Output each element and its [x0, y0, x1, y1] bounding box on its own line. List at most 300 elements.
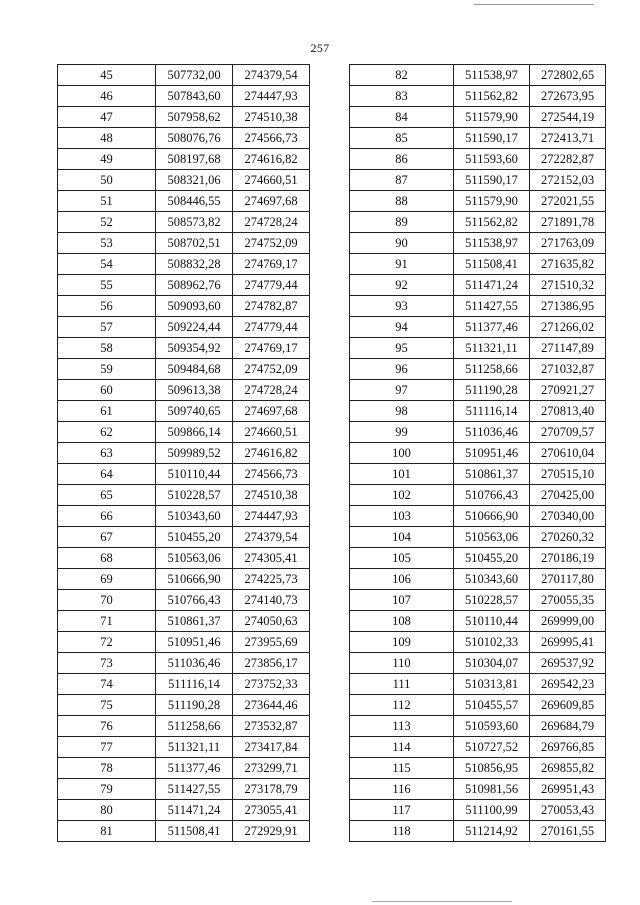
point-number-cell: 53 [58, 233, 156, 254]
point-number-cell: 70 [58, 590, 156, 611]
coordinates-table-left-body [58, 65, 310, 842]
point-number-cell: 50 [58, 170, 156, 191]
table-row [350, 674, 606, 695]
point-number-cell: 75 [58, 695, 156, 716]
y-coordinate-cell: 273055,41 [233, 800, 310, 821]
point-number-cell: 63 [58, 443, 156, 464]
x-coordinate-cell: 511593,60 [454, 149, 530, 170]
top-edge-rule [474, 4, 594, 5]
x-coordinate-cell: 511538,97 [454, 65, 530, 86]
x-coordinate-cell: 511116,14 [454, 401, 530, 422]
point-number-cell: 94 [350, 317, 454, 338]
point-number-cell: 91 [350, 254, 454, 275]
point-number-cell: 115 [350, 758, 454, 779]
y-coordinate-cell: 269684,79 [530, 716, 606, 737]
y-coordinate-cell: 274728,24 [233, 380, 310, 401]
x-coordinate-cell: 509989,52 [156, 443, 233, 464]
point-number-cell: 116 [350, 779, 454, 800]
x-coordinate-cell: 510766,43 [156, 590, 233, 611]
table-row [350, 275, 606, 296]
point-number-cell: 111 [350, 674, 454, 695]
table-row [58, 653, 310, 674]
y-coordinate-cell: 269537,92 [530, 653, 606, 674]
point-number-cell: 99 [350, 422, 454, 443]
y-coordinate-cell: 274566,73 [233, 464, 310, 485]
y-coordinate-cell: 273644,46 [233, 695, 310, 716]
table-row [58, 170, 310, 191]
point-number-cell: 62 [58, 422, 156, 443]
x-coordinate-cell: 511471,24 [454, 275, 530, 296]
y-coordinate-cell: 274050,63 [233, 611, 310, 632]
table-row [58, 149, 310, 170]
y-coordinate-cell: 272152,03 [530, 170, 606, 191]
table-row [58, 527, 310, 548]
y-coordinate-cell: 273532,87 [233, 716, 310, 737]
x-coordinate-cell: 511377,46 [156, 758, 233, 779]
table-row [350, 107, 606, 128]
y-coordinate-cell: 271266,02 [530, 317, 606, 338]
table-row [350, 800, 606, 821]
y-coordinate-cell: 274305,41 [233, 548, 310, 569]
table-row [58, 611, 310, 632]
y-coordinate-cell: 274779,44 [233, 275, 310, 296]
x-coordinate-cell: 510343,60 [156, 506, 233, 527]
x-coordinate-cell: 511508,41 [454, 254, 530, 275]
x-coordinate-cell: 510856,95 [454, 758, 530, 779]
x-coordinate-cell: 511100,99 [454, 800, 530, 821]
y-coordinate-cell: 270055,35 [530, 590, 606, 611]
y-coordinate-cell: 271386,95 [530, 296, 606, 317]
x-coordinate-cell: 510666,90 [454, 506, 530, 527]
table-row [58, 674, 310, 695]
table-row [350, 695, 606, 716]
y-coordinate-cell: 274616,82 [233, 149, 310, 170]
table-row [350, 254, 606, 275]
y-coordinate-cell: 270921,27 [530, 380, 606, 401]
table-row [58, 464, 310, 485]
point-number-cell: 57 [58, 317, 156, 338]
point-number-cell: 66 [58, 506, 156, 527]
x-coordinate-cell: 511538,97 [454, 233, 530, 254]
table-row [350, 317, 606, 338]
table-row [350, 212, 606, 233]
x-coordinate-cell: 510563,06 [454, 527, 530, 548]
table-row [58, 233, 310, 254]
y-coordinate-cell: 274779,44 [233, 317, 310, 338]
table-row [58, 254, 310, 275]
y-coordinate-cell: 274697,68 [233, 401, 310, 422]
table-row [350, 632, 606, 653]
x-coordinate-cell: 510951,46 [156, 632, 233, 653]
y-coordinate-cell: 270161,55 [530, 821, 606, 842]
table-row [350, 233, 606, 254]
y-coordinate-cell: 274660,51 [233, 422, 310, 443]
x-coordinate-cell: 509354,92 [156, 338, 233, 359]
point-number-cell: 47 [58, 107, 156, 128]
y-coordinate-cell: 274510,38 [233, 107, 310, 128]
table-row [350, 527, 606, 548]
point-number-cell: 86 [350, 149, 454, 170]
x-coordinate-cell: 510951,46 [454, 443, 530, 464]
point-number-cell: 85 [350, 128, 454, 149]
table-row [58, 800, 310, 821]
point-number-cell: 112 [350, 695, 454, 716]
x-coordinate-cell: 509093,60 [156, 296, 233, 317]
y-coordinate-cell: 274752,09 [233, 359, 310, 380]
table-row [350, 422, 606, 443]
y-coordinate-cell: 270610,04 [530, 443, 606, 464]
table-row [350, 401, 606, 422]
x-coordinate-cell: 510455,57 [454, 695, 530, 716]
x-coordinate-cell: 511190,28 [156, 695, 233, 716]
table-row [58, 569, 310, 590]
point-number-cell: 89 [350, 212, 454, 233]
y-coordinate-cell: 270709,57 [530, 422, 606, 443]
y-coordinate-cell: 269855,82 [530, 758, 606, 779]
y-coordinate-cell: 271635,82 [530, 254, 606, 275]
table-row [58, 65, 310, 86]
point-number-cell: 71 [58, 611, 156, 632]
y-coordinate-cell: 270186,19 [530, 548, 606, 569]
page-number: 257 [310, 41, 330, 55]
x-coordinate-cell: 510313,81 [454, 674, 530, 695]
point-number-cell: 109 [350, 632, 454, 653]
point-number-cell: 106 [350, 569, 454, 590]
x-coordinate-cell: 510102,33 [454, 632, 530, 653]
table-row [350, 359, 606, 380]
x-coordinate-cell: 510455,20 [454, 548, 530, 569]
point-number-cell: 114 [350, 737, 454, 758]
point-number-cell: 102 [350, 485, 454, 506]
point-number-cell: 60 [58, 380, 156, 401]
x-coordinate-cell: 510766,43 [454, 485, 530, 506]
point-number-cell: 104 [350, 527, 454, 548]
table-row [58, 779, 310, 800]
point-number-cell: 95 [350, 338, 454, 359]
point-number-cell: 92 [350, 275, 454, 296]
x-coordinate-cell: 511258,66 [454, 359, 530, 380]
point-number-cell: 45 [58, 65, 156, 86]
y-coordinate-cell: 274566,73 [233, 128, 310, 149]
point-number-cell: 77 [58, 737, 156, 758]
y-coordinate-cell: 274379,54 [233, 527, 310, 548]
table-row [58, 359, 310, 380]
y-coordinate-cell: 270260,32 [530, 527, 606, 548]
y-coordinate-cell: 272802,65 [530, 65, 606, 86]
x-coordinate-cell: 511590,17 [454, 128, 530, 149]
y-coordinate-cell: 274225,73 [233, 569, 310, 590]
table-row [58, 422, 310, 443]
table-row [350, 779, 606, 800]
y-coordinate-cell: 274616,82 [233, 443, 310, 464]
y-coordinate-cell: 269995,41 [530, 632, 606, 653]
table-row [350, 65, 606, 86]
bottom-edge-rule [372, 901, 512, 902]
x-coordinate-cell: 509740,65 [156, 401, 233, 422]
x-coordinate-cell: 511427,55 [454, 296, 530, 317]
table-row [350, 758, 606, 779]
table-row [350, 611, 606, 632]
table-row [350, 296, 606, 317]
x-coordinate-cell: 509866,14 [156, 422, 233, 443]
table-row [58, 317, 310, 338]
y-coordinate-cell: 273417,84 [233, 737, 310, 758]
point-number-cell: 118 [350, 821, 454, 842]
point-number-cell: 52 [58, 212, 156, 233]
x-coordinate-cell: 511321,11 [156, 737, 233, 758]
table-row [350, 548, 606, 569]
point-number-cell: 93 [350, 296, 454, 317]
y-coordinate-cell: 273752,33 [233, 674, 310, 695]
table-row [350, 590, 606, 611]
x-coordinate-cell: 511258,66 [156, 716, 233, 737]
x-coordinate-cell: 511471,24 [156, 800, 233, 821]
y-coordinate-cell: 271032,87 [530, 359, 606, 380]
point-number-cell: 54 [58, 254, 156, 275]
x-coordinate-cell: 511214,92 [454, 821, 530, 842]
table-row [58, 380, 310, 401]
x-coordinate-cell: 509224,44 [156, 317, 233, 338]
coordinates-table-right-body [350, 65, 606, 842]
table-row [350, 380, 606, 401]
x-coordinate-cell: 511427,55 [156, 779, 233, 800]
point-number-cell: 68 [58, 548, 156, 569]
table-row [350, 821, 606, 842]
point-number-cell: 64 [58, 464, 156, 485]
y-coordinate-cell: 269609,85 [530, 695, 606, 716]
point-number-cell: 117 [350, 800, 454, 821]
x-coordinate-cell: 507958,62 [156, 107, 233, 128]
point-number-cell: 78 [58, 758, 156, 779]
point-number-cell: 51 [58, 191, 156, 212]
point-number-cell: 88 [350, 191, 454, 212]
y-coordinate-cell: 272282,87 [530, 149, 606, 170]
x-coordinate-cell: 508573,82 [156, 212, 233, 233]
table-row [58, 632, 310, 653]
y-coordinate-cell: 271891,78 [530, 212, 606, 233]
y-coordinate-cell: 272673,95 [530, 86, 606, 107]
table-row [350, 128, 606, 149]
x-coordinate-cell: 508197,68 [156, 149, 233, 170]
table-row [350, 737, 606, 758]
table-row [350, 653, 606, 674]
x-coordinate-cell: 510110,44 [156, 464, 233, 485]
point-number-cell: 59 [58, 359, 156, 380]
x-coordinate-cell: 509484,68 [156, 359, 233, 380]
x-coordinate-cell: 508962,76 [156, 275, 233, 296]
y-coordinate-cell: 272929,91 [233, 821, 310, 842]
x-coordinate-cell: 511036,46 [156, 653, 233, 674]
y-coordinate-cell: 274140,73 [233, 590, 310, 611]
point-number-cell: 49 [58, 149, 156, 170]
x-coordinate-cell: 511190,28 [454, 380, 530, 401]
point-number-cell: 58 [58, 338, 156, 359]
table-row [58, 821, 310, 842]
table-row [58, 86, 310, 107]
point-number-cell: 113 [350, 716, 454, 737]
point-number-cell: 98 [350, 401, 454, 422]
y-coordinate-cell: 271147,89 [530, 338, 606, 359]
point-number-cell: 107 [350, 590, 454, 611]
y-coordinate-cell: 270053,43 [530, 800, 606, 821]
y-coordinate-cell: 274769,17 [233, 254, 310, 275]
table-row [350, 170, 606, 191]
point-number-cell: 105 [350, 548, 454, 569]
x-coordinate-cell: 510861,37 [156, 611, 233, 632]
point-number-cell: 101 [350, 464, 454, 485]
point-number-cell: 83 [350, 86, 454, 107]
y-coordinate-cell: 274660,51 [233, 170, 310, 191]
y-coordinate-cell: 274447,93 [233, 506, 310, 527]
y-coordinate-cell: 274447,93 [233, 86, 310, 107]
x-coordinate-cell: 508076,76 [156, 128, 233, 149]
y-coordinate-cell: 274782,87 [233, 296, 310, 317]
x-coordinate-cell: 508832,28 [156, 254, 233, 275]
x-coordinate-cell: 511562,82 [454, 212, 530, 233]
table-row [58, 212, 310, 233]
x-coordinate-cell: 507843,60 [156, 86, 233, 107]
x-coordinate-cell: 510861,37 [454, 464, 530, 485]
table-row [58, 695, 310, 716]
table-row [350, 506, 606, 527]
table-row [58, 716, 310, 737]
point-number-cell: 80 [58, 800, 156, 821]
table-row [58, 737, 310, 758]
y-coordinate-cell: 273178,79 [233, 779, 310, 800]
point-number-cell: 48 [58, 128, 156, 149]
y-coordinate-cell: 272021,55 [530, 191, 606, 212]
table-row [350, 149, 606, 170]
point-number-cell: 81 [58, 821, 156, 842]
table-row [58, 485, 310, 506]
table-row [58, 548, 310, 569]
point-number-cell: 55 [58, 275, 156, 296]
point-number-cell: 79 [58, 779, 156, 800]
coordinates-table-left [57, 64, 310, 842]
y-coordinate-cell: 274379,54 [233, 65, 310, 86]
point-number-cell: 74 [58, 674, 156, 695]
x-coordinate-cell: 509613,38 [156, 380, 233, 401]
x-coordinate-cell: 510228,57 [156, 485, 233, 506]
y-coordinate-cell: 269766,85 [530, 737, 606, 758]
x-coordinate-cell: 507732,00 [156, 65, 233, 86]
y-coordinate-cell: 274697,68 [233, 191, 310, 212]
table-row [58, 128, 310, 149]
x-coordinate-cell: 510727,52 [454, 737, 530, 758]
x-coordinate-cell: 511579,90 [454, 191, 530, 212]
table-row [350, 716, 606, 737]
point-number-cell: 96 [350, 359, 454, 380]
y-coordinate-cell: 271763,09 [530, 233, 606, 254]
y-coordinate-cell: 270813,40 [530, 401, 606, 422]
x-coordinate-cell: 510455,20 [156, 527, 233, 548]
table-row [58, 590, 310, 611]
x-coordinate-cell: 510563,06 [156, 548, 233, 569]
y-coordinate-cell: 270117,80 [530, 569, 606, 590]
point-number-cell: 72 [58, 632, 156, 653]
x-coordinate-cell: 511590,17 [454, 170, 530, 191]
point-number-cell: 56 [58, 296, 156, 317]
point-number-cell: 46 [58, 86, 156, 107]
table-row [58, 401, 310, 422]
point-number-cell: 110 [350, 653, 454, 674]
table-row [350, 443, 606, 464]
y-coordinate-cell: 271510,32 [530, 275, 606, 296]
x-coordinate-cell: 510304,07 [454, 653, 530, 674]
table-row [350, 569, 606, 590]
x-coordinate-cell: 510343,60 [454, 569, 530, 590]
point-number-cell: 67 [58, 527, 156, 548]
y-coordinate-cell: 269542,23 [530, 674, 606, 695]
y-coordinate-cell: 273856,17 [233, 653, 310, 674]
y-coordinate-cell: 274752,09 [233, 233, 310, 254]
point-number-cell: 100 [350, 443, 454, 464]
x-coordinate-cell: 511562,82 [454, 86, 530, 107]
coordinates-table-right [349, 64, 606, 842]
point-number-cell: 87 [350, 170, 454, 191]
x-coordinate-cell: 511321,11 [454, 338, 530, 359]
point-number-cell: 65 [58, 485, 156, 506]
x-coordinate-cell: 511508,41 [156, 821, 233, 842]
point-number-cell: 108 [350, 611, 454, 632]
table-row [58, 191, 310, 212]
table-row [350, 485, 606, 506]
table-row [58, 443, 310, 464]
table-row [350, 338, 606, 359]
table-row [58, 338, 310, 359]
x-coordinate-cell: 510666,90 [156, 569, 233, 590]
table-row [350, 86, 606, 107]
point-number-cell: 97 [350, 380, 454, 401]
x-coordinate-cell: 511377,46 [454, 317, 530, 338]
point-number-cell: 103 [350, 506, 454, 527]
x-coordinate-cell: 511036,46 [454, 422, 530, 443]
y-coordinate-cell: 270425,00 [530, 485, 606, 506]
y-coordinate-cell: 272413,71 [530, 128, 606, 149]
y-coordinate-cell: 269999,00 [530, 611, 606, 632]
table-row [58, 758, 310, 779]
x-coordinate-cell: 508702,51 [156, 233, 233, 254]
point-number-cell: 76 [58, 716, 156, 737]
y-coordinate-cell: 274510,38 [233, 485, 310, 506]
x-coordinate-cell: 510228,57 [454, 590, 530, 611]
y-coordinate-cell: 274769,17 [233, 338, 310, 359]
table-row [58, 275, 310, 296]
point-number-cell: 69 [58, 569, 156, 590]
table-row [58, 296, 310, 317]
point-number-cell: 82 [350, 65, 454, 86]
y-coordinate-cell: 274728,24 [233, 212, 310, 233]
table-row [58, 107, 310, 128]
x-coordinate-cell: 508446,55 [156, 191, 233, 212]
x-coordinate-cell: 511579,90 [454, 107, 530, 128]
y-coordinate-cell: 270340,00 [530, 506, 606, 527]
x-coordinate-cell: 508321,06 [156, 170, 233, 191]
point-number-cell: 73 [58, 653, 156, 674]
point-number-cell: 84 [350, 107, 454, 128]
point-number-cell: 90 [350, 233, 454, 254]
x-coordinate-cell: 511116,14 [156, 674, 233, 695]
point-number-cell: 61 [58, 401, 156, 422]
table-row [350, 191, 606, 212]
table-row [350, 464, 606, 485]
x-coordinate-cell: 510981,56 [454, 779, 530, 800]
x-coordinate-cell: 510593,60 [454, 716, 530, 737]
x-coordinate-cell: 510110,44 [454, 611, 530, 632]
y-coordinate-cell: 273299,71 [233, 758, 310, 779]
y-coordinate-cell: 272544,19 [530, 107, 606, 128]
table-row [58, 506, 310, 527]
